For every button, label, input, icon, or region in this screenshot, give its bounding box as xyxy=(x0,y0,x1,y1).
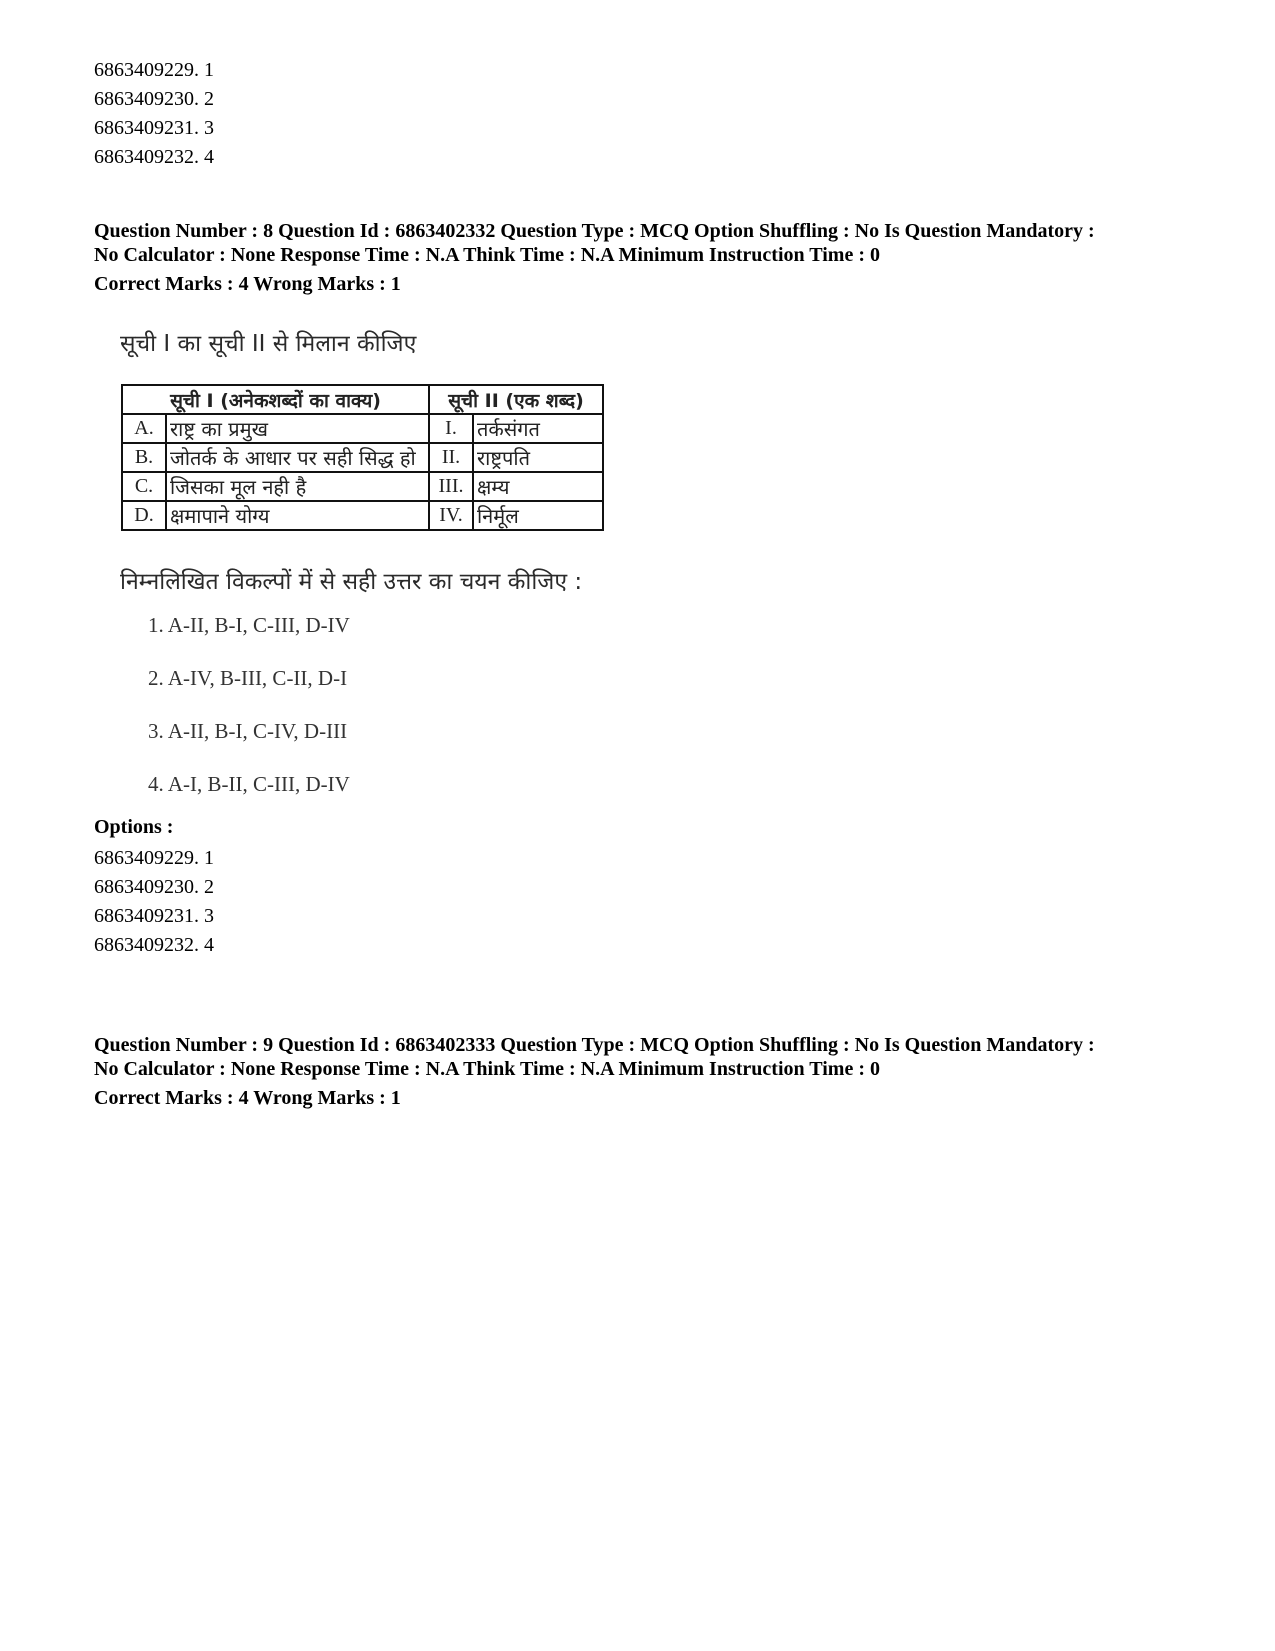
row-label-right: IV. xyxy=(429,501,473,530)
q8-meta-line-1: Question Number : 8 Question Id : 6863402332 Question Type : MCQ Option Shuffling : No Is Question Mandatory : xyxy=(94,220,1095,242)
row-label-left: B. xyxy=(122,443,166,472)
table-header-row xyxy=(122,385,603,414)
q8-meta-line-2: No Calculator : None Response Time : N.A Think Time : N.A Minimum Instruction Time : 0 xyxy=(94,244,880,266)
option-line: 6863409232. 4 xyxy=(94,146,214,168)
list-1-header: सूची I (अनेकशब्दों का वाक्य) xyxy=(122,385,429,414)
q8-choose-instruction: निम्नलिखित विकल्पों में से सही उत्तर का चयन कीजिए : xyxy=(120,569,583,595)
row-text-left: जिसका मूल नही है xyxy=(166,472,429,501)
option-line: 6863409232. 4 xyxy=(94,934,214,956)
answer-choice: 3. A-II, B-I, C-IV, D-III xyxy=(148,719,348,743)
row-label-right: I. xyxy=(429,414,473,443)
row-text-left: जोतर्क के आधार पर सही सिद्ध हो xyxy=(166,443,429,472)
row-label-left: C. xyxy=(122,472,166,501)
table-row xyxy=(122,443,603,472)
option-line: 6863409229. 1 xyxy=(94,847,214,869)
row-text-right: निर्मूल xyxy=(473,501,603,530)
option-line: 6863409231. 3 xyxy=(94,117,214,139)
table-row xyxy=(122,414,603,443)
answer-choice: 1. A-II, B-I, C-III, D-IV xyxy=(148,613,350,637)
row-text-right: तर्कसंगत xyxy=(473,414,603,443)
answer-choice: 4. A-I, B-II, C-III, D-IV xyxy=(148,772,350,796)
option-line: 6863409230. 2 xyxy=(94,876,214,898)
row-label-left: D. xyxy=(122,501,166,530)
q8-match-table xyxy=(121,384,604,531)
q8-answer-choices xyxy=(148,610,350,822)
q8-options-label: Options : xyxy=(94,816,174,838)
previous-options-list xyxy=(94,56,214,172)
q9-marks: Correct Marks : 4 Wrong Marks : 1 xyxy=(94,1087,401,1109)
row-text-right: क्षम्य xyxy=(473,472,603,501)
row-label-right: II. xyxy=(429,443,473,472)
row-text-right: राष्ट्रपति xyxy=(473,443,603,472)
row-text-left: राष्ट्र का प्रमुख xyxy=(166,414,429,443)
list-2-header: सूची II (एक शब्द) xyxy=(429,385,603,414)
row-label-left: A. xyxy=(122,414,166,443)
table-row xyxy=(122,501,603,530)
q8-options-list xyxy=(94,844,214,960)
answer-choice: 2. A-IV, B-III, C-II, D-I xyxy=(148,666,348,690)
option-line: 6863409230. 2 xyxy=(94,88,214,110)
q9-meta-line-1: Question Number : 9 Question Id : 6863402333 Question Type : MCQ Option Shuffling : No Is Question Mandatory : xyxy=(94,1034,1095,1056)
q8-question-image xyxy=(108,318,668,818)
option-line: 6863409231. 3 xyxy=(94,905,214,927)
q8-marks: Correct Marks : 4 Wrong Marks : 1 xyxy=(94,273,401,295)
row-text-left: क्षमापाने योग्य xyxy=(166,501,429,530)
option-line: 6863409229. 1 xyxy=(94,59,214,81)
row-label-right: III. xyxy=(429,472,473,501)
q9-meta-line-2: No Calculator : None Response Time : N.A Think Time : N.A Minimum Instruction Time : 0 xyxy=(94,1058,880,1080)
table-row xyxy=(122,472,603,501)
q8-instruction: सूची I का सूची II से मिलान कीजिए xyxy=(120,331,417,357)
